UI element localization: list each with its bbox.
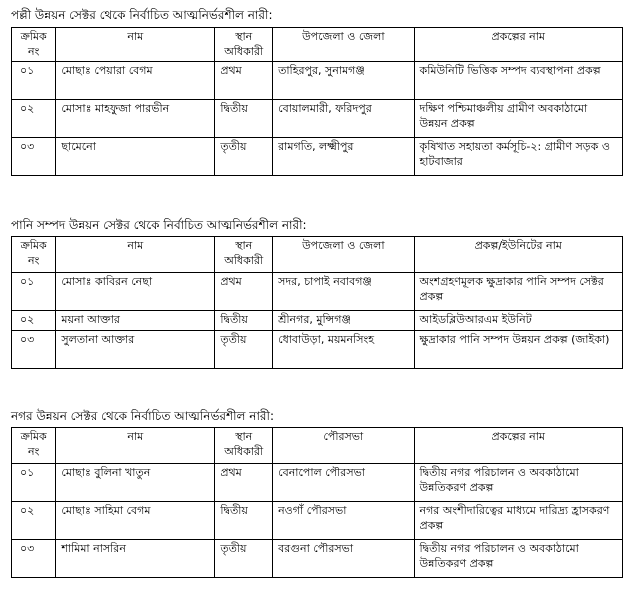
cell-project: নগর অংশীদারিত্বের মাধ্যমে দারিদ্র্য হ্রাসকরণ প্রকল্প <box>414 502 623 540</box>
header-serial: ক্রমিক নং <box>12 28 56 62</box>
header-location: উপজেলা ও জেলা <box>273 237 414 273</box>
cell-name: মোছাঃ বুলিনা খাতুন <box>56 464 215 502</box>
cell-serial: ০২ <box>12 311 56 331</box>
cell-location: বোয়ালমারী, ফরিদপুর <box>273 100 414 138</box>
header-rank: স্থান অধিকারী <box>215 28 273 62</box>
cell-name: মোছাঃ সাহিমা বেগম <box>56 502 215 540</box>
cell-name: মোছাঃ পেয়ারা বেগম <box>56 62 215 100</box>
cell-rank: প্রথম <box>215 273 273 311</box>
cell-serial: ০৩ <box>12 138 56 176</box>
cell-location: বরগুনা পৌরসভা <box>273 540 414 578</box>
table-header-row <box>12 28 623 62</box>
cell-name: মোসাঃ মাহফুজা পারভীন <box>56 100 215 138</box>
cell-rank: দ্বিতীয় <box>215 311 273 331</box>
cell-location: শ্রীনগর, মুন্সিগঞ্জ <box>273 311 414 331</box>
cell-project: দক্ষিণ পশ্চিমাঞ্চলীয় গ্রামীণ অবকাঠামো উন্নয়ন প্রকল্প <box>414 100 623 138</box>
header-project: প্রকল্প/ইউনিটের নাম <box>414 237 623 273</box>
header-name: নাম <box>56 237 215 273</box>
section-title-rural: পল্লী উন্নয়ন সেক্টর থেকে নির্বাচিত আত্মনির্ভরশীল নারী: <box>11 8 273 22</box>
table-water-resources <box>11 236 623 369</box>
header-serial: ক্রমিক নং <box>12 428 56 464</box>
table-header-row <box>12 428 623 464</box>
table-row <box>12 100 623 138</box>
header-rank: স্থান অধিকারী <box>215 237 273 273</box>
table-row <box>12 62 623 100</box>
cell-project: অংশগ্রহণমূলক ক্ষুদ্রাকার পানি সম্পদ সেক্টর প্রকল্প <box>414 273 623 311</box>
section-title-water: পানি সম্পদ উন্নয়ন সেক্টর থেকে নির্বাচিত আত্মনির্ভরশীল নারী: <box>11 218 307 232</box>
cell-project: আইডব্লিউআরএম ইউনিট <box>414 311 623 331</box>
cell-location: ধোবাউড়া, ময়মনসিংহ <box>273 331 414 369</box>
cell-rank: দ্বিতীয় <box>215 100 273 138</box>
table-row <box>12 273 623 311</box>
cell-serial: ০২ <box>12 502 56 540</box>
cell-rank: প্রথম <box>215 464 273 502</box>
cell-location: তাহিরপুর, সুনামগঞ্জ <box>273 62 414 100</box>
cell-rank: দ্বিতীয় <box>215 502 273 540</box>
table-row <box>12 331 623 369</box>
table-row <box>12 502 623 540</box>
table-row <box>12 311 623 331</box>
cell-name: ময়না আক্তার <box>56 311 215 331</box>
cell-location: বেনাপোল পৌরসভা <box>273 464 414 502</box>
table-header-row <box>12 237 623 273</box>
header-location: পৌরসভা <box>273 428 414 464</box>
cell-name: শামিমা নাসরিন <box>56 540 215 578</box>
cell-rank: তৃতীয় <box>215 540 273 578</box>
table-rural-development <box>11 27 623 176</box>
table-row <box>12 540 623 578</box>
header-name: নাম <box>56 428 215 464</box>
table-row <box>12 138 623 176</box>
cell-project: কমিউনিটি ভিত্তিক সম্পদ ব্যবস্থাপনা প্রকল্প <box>414 62 623 100</box>
cell-location: নওগাঁ পৌরসভা <box>273 502 414 540</box>
table-row <box>12 464 623 502</box>
header-project: প্রকল্পের নাম <box>414 28 623 62</box>
cell-name: সুলতানা আক্তার <box>56 331 215 369</box>
cell-rank: তৃতীয় <box>215 138 273 176</box>
header-serial: ক্রমিক নং <box>12 237 56 273</box>
header-project: প্রকল্পের নাম <box>414 428 623 464</box>
cell-location: রামগতি, লক্ষ্মীপুর <box>273 138 414 176</box>
cell-project: কৃষিখাত সহায়তা কর্মসূচি-২: গ্রামীণ সড়ক ও হাটবাজার <box>414 138 623 176</box>
cell-rank: প্রথম <box>215 62 273 100</box>
header-location: উপজেলা ও জেলা <box>273 28 414 62</box>
cell-name: ছামেনো <box>56 138 215 176</box>
cell-project: ক্ষুদ্রাকার পানি সম্পদ উন্নয়ন প্রকল্প (জাইকা) <box>414 331 623 369</box>
cell-serial: ০৩ <box>12 331 56 369</box>
cell-serial: ০২ <box>12 100 56 138</box>
cell-project: দ্বিতীয় নগর পরিচালন ও অবকাঠামো উন্নতিকরণ প্রকল্প <box>414 540 623 578</box>
header-rank: স্থান অধিকারী <box>215 428 273 464</box>
cell-serial: ০১ <box>12 273 56 311</box>
cell-rank: তৃতীয় <box>215 331 273 369</box>
cell-name: মোসাঃ কাবিরন নেছা <box>56 273 215 311</box>
cell-serial: ০১ <box>12 464 56 502</box>
cell-serial: ০৩ <box>12 540 56 578</box>
cell-serial: ০১ <box>12 62 56 100</box>
cell-location: সদর, চাপাই নবাবগঞ্জ <box>273 273 414 311</box>
header-name: নাম <box>56 28 215 62</box>
section-title-urban: নগর উন্নয়ন সেক্টর থেকে নির্বাচিত আত্মনির্ভরশীল নারী: <box>11 409 274 423</box>
cell-project: দ্বিতীয় নগর পরিচালন ও অবকাঠামো উন্নতিকরণ প্রকল্প <box>414 464 623 502</box>
table-urban-development <box>11 427 623 578</box>
